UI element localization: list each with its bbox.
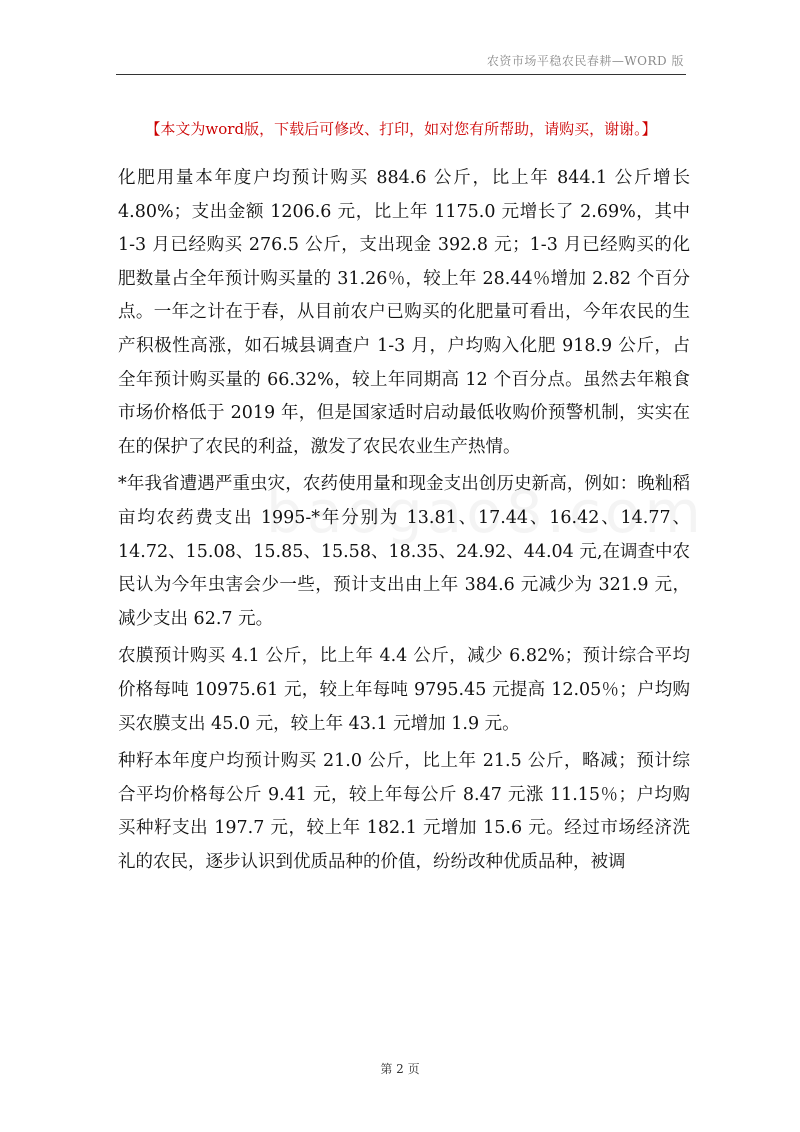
- paragraph-seeds: 种籽本年度户均预计购买 21.0 公斤，比上年 21.5 公斤，略减；预计综合平均价格每公斤 9.41 元，较上年每公斤 8.47 元涨 11.15％；户均购买种籽支出 197.7 元，较上年 182.1 元增加 15.6 元。经过市场经济洗礼的农民，逐步认识到优质品种的价值，纷纷改种优质品种，被调: [118, 751, 690, 872]
- header-divider: [116, 74, 686, 75]
- document-body: [118, 162, 690, 879]
- paragraph-fertilizer: 化肥用量本年度户均预计购买 884.6 公斤，比上年 844.1 公斤增长 4.80%；支出金额 1206.6 元，比上年 1175.0 元增长了 2.69%，其中 1-3 月已经购买 276.5 公斤，支出现金 392.8 元；1-3 月已经购买的化肥数量占全年预计购买量的 31.26％，较上年 28.44％增加 2.82 个百分点。一年之计在于春，从目前农户已购买的化肥量可看出，今年农民的生产积极性高涨，如石城县调查户 1-3 月，户均购入化肥 918.9 公斤，占全年预计购买量的 66.32%，较上年同期高 12 个百分点。虽然去年粮食市场价格低于 2019 年，但是国家适时启动最低收购价预警机制，实实在在的保护了农民的利益，激发了农民农业生产热情。: [118, 168, 690, 457]
- page-number: 第 2 页: [380, 1062, 420, 1076]
- paragraph-pesticide: *年我省遭遇严重虫灾，农药使用量和现金支出创历史新高，例如：晚籼稻亩均农药费支出 1995-*年分别为 13.81、17.44、16.42、14.77、14.72、15.08、15.85、15.58、18.35、24.92、44.04 元,在调查中农民认为今年虫害会少一些，预计支出由上年 384.6 元减少为 321.9 元，减少支出 62.7 元。: [118, 474, 690, 629]
- running-header: 农资市场平稳农民春耕—WORD 版: [486, 54, 684, 68]
- paragraph-plastic-film: 农膜预计购买 4.1 公斤，比上年 4.4 公斤，减少 6.82%；预计综合平均价格每吨 10975.61 元，较上年每吨 9795.45 元提高 12.05％；户均购买农膜支出 45.0 元，较上年 43.1 元增加 1.9 元。: [118, 646, 690, 734]
- download-notice: 【本文为word版，下载后可修改、打印，如对您有所帮助，请购买，谢谢。】: [145, 120, 657, 138]
